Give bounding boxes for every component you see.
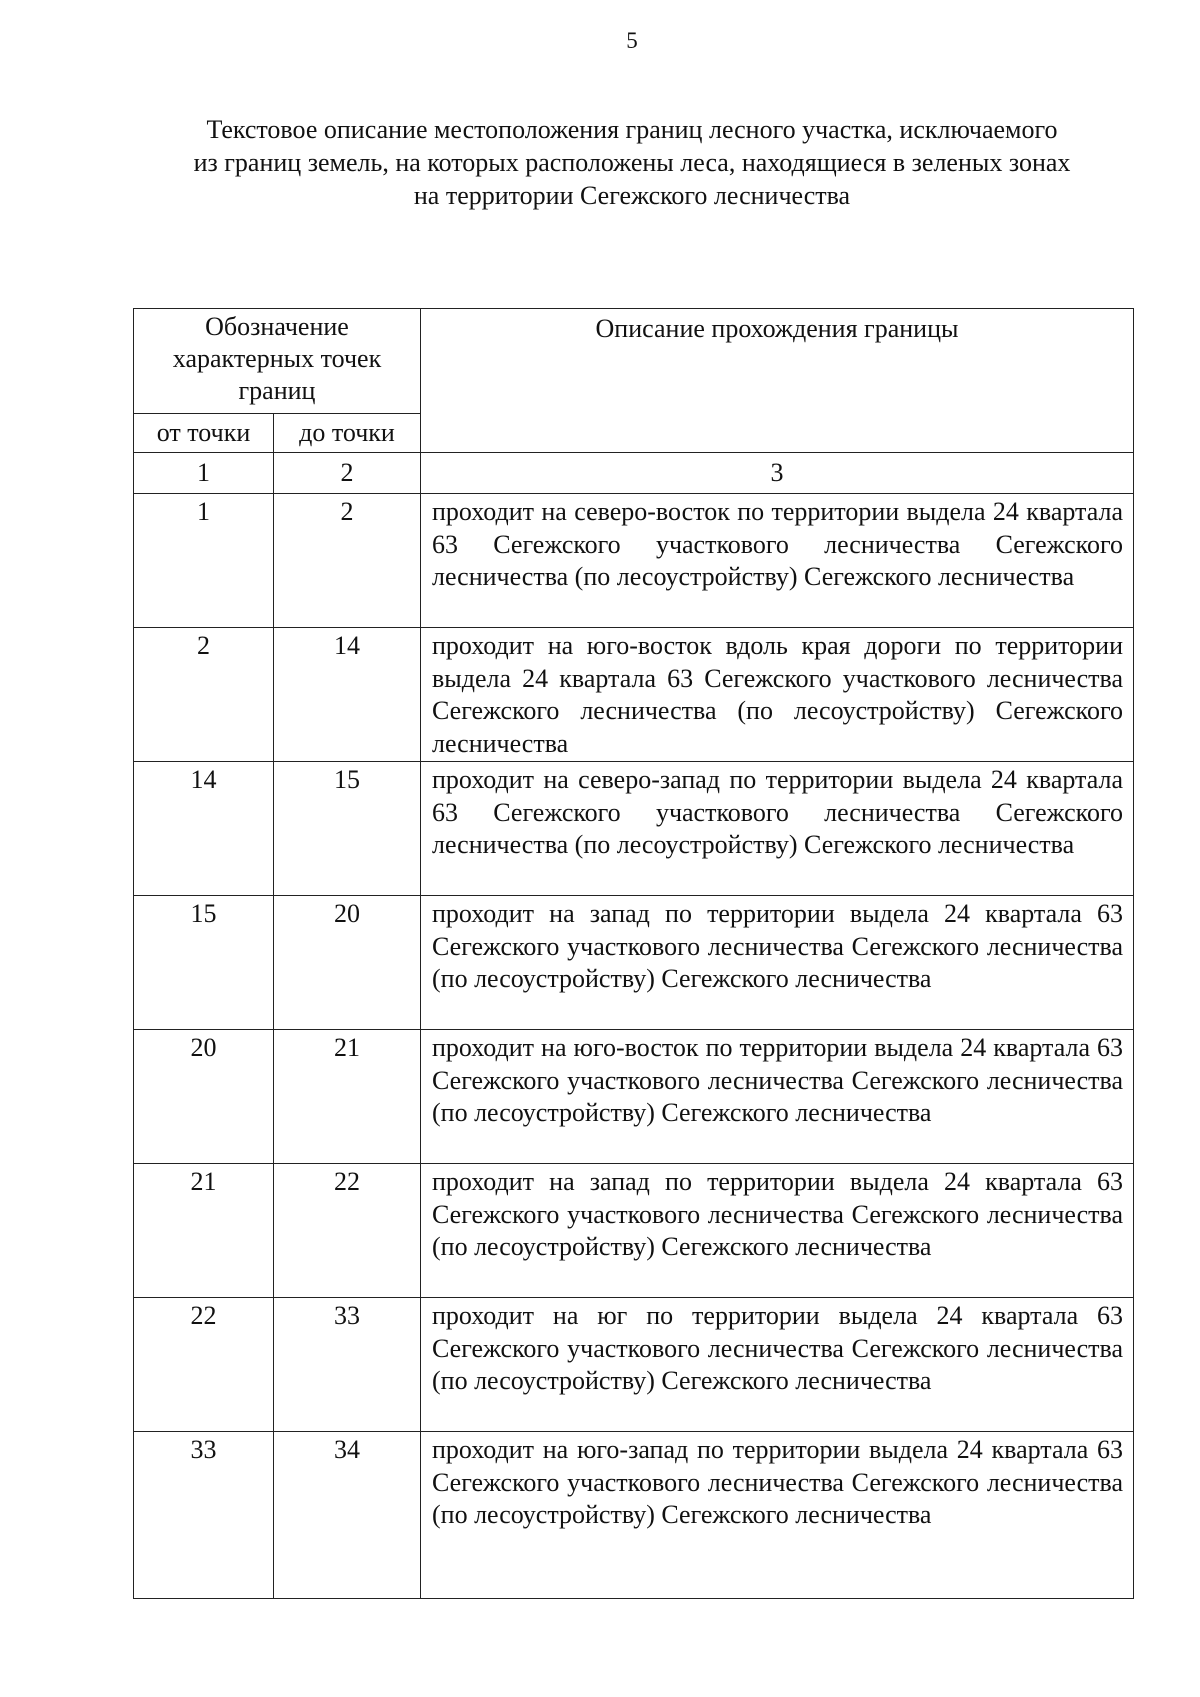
to-point: 15 — [274, 762, 421, 896]
boundary-table — [133, 308, 1134, 1599]
column-number: 3 — [421, 453, 1134, 494]
table-row — [134, 1432, 1134, 1599]
title-line: из границ земель, на которых расположены леса, находящиеся в зеленых зонах — [193, 148, 1071, 177]
column-number: 2 — [274, 453, 421, 494]
title-line: Текстовое описание местоположения границ лесного участка, исключаемого — [206, 115, 1058, 144]
boundary-description: проходит на юго-восток по территории выдела 24 квартала 63 Сегежского участкового лесничества Сегежского лесничества (по лесоустройству) Сегежского лесничества — [421, 1030, 1134, 1164]
to-point: 14 — [274, 628, 421, 762]
to-point: 22 — [274, 1164, 421, 1298]
table-row — [134, 1030, 1134, 1164]
to-point: 33 — [274, 1298, 421, 1432]
column-number: 1 — [134, 453, 274, 494]
column-numbers-row — [134, 453, 1134, 494]
from-point: 15 — [134, 896, 274, 1030]
to-point: 34 — [274, 1432, 421, 1599]
table-row — [134, 1298, 1134, 1432]
table-row — [134, 762, 1134, 896]
boundary-description: проходит на запад по территории выдела 24 квартала 63 Сегежского участкового лесничества Сегежского лесничества (по лесоустройству) Сегежского лесничества — [421, 896, 1134, 1030]
page-number: 5 — [626, 28, 638, 53]
table-row — [134, 494, 1134, 628]
from-point: 14 — [134, 762, 274, 896]
header-to-point: до точки — [274, 414, 421, 453]
from-point: 22 — [134, 1298, 274, 1432]
to-point: 20 — [274, 896, 421, 1030]
boundary-description: проходит на юго-восток вдоль края дороги по территории выдела 24 квартала 63 Сегежского участкового лесничества Сегежского лесничества (по лесоустройству) Сегежского лесничества — [421, 628, 1134, 762]
to-point: 2 — [274, 494, 421, 628]
from-point: 21 — [134, 1164, 274, 1298]
boundary-description: проходит на запад по территории выдела 24 квартала 63 Сегежского участкового лесничества Сегежского лесничества (по лесоустройству) Сегежского лесничества — [421, 1164, 1134, 1298]
boundary-description: проходит на юго-запад по территории выдела 24 квартала 63 Сегежского участкового лесничества Сегежского лесничества (по лесоустройству) Сегежского лесничества — [421, 1432, 1134, 1599]
boundary-description: проходит на северо-запад по территории выдела 24 квартала 63 Сегежского участкового лесничества Сегежского лесничества (по лесоустройству) Сегежского лесничества — [421, 762, 1134, 896]
table-row — [134, 896, 1134, 1030]
from-point: 20 — [134, 1030, 274, 1164]
boundary-description: проходит на северо-восток по территории выдела 24 квартала 63 Сегежского участкового лесничества Сегежского лесничества (по лесоустройству) Сегежского лесничества — [421, 494, 1134, 628]
table-header-row — [134, 309, 1134, 414]
from-point: 1 — [134, 494, 274, 628]
header-description: Описание прохождения границы — [421, 309, 1134, 453]
title-line: на территории Сегежского лесничества — [413, 181, 851, 210]
table-row — [134, 628, 1134, 762]
boundary-description: проходит на юг по территории выдела 24 квартала 63 Сегежского участкового лесничества Сегежского лесничества (по лесоустройству) Сегежского лесничества — [421, 1298, 1134, 1432]
header-from-point: от точки — [134, 414, 274, 453]
from-point: 33 — [134, 1432, 274, 1599]
header-points-group: Обозначение характерных точек границ — [134, 309, 421, 414]
to-point: 21 — [274, 1030, 421, 1164]
from-point: 2 — [134, 628, 274, 762]
document-title — [130, 113, 1134, 212]
table-row — [134, 1164, 1134, 1298]
